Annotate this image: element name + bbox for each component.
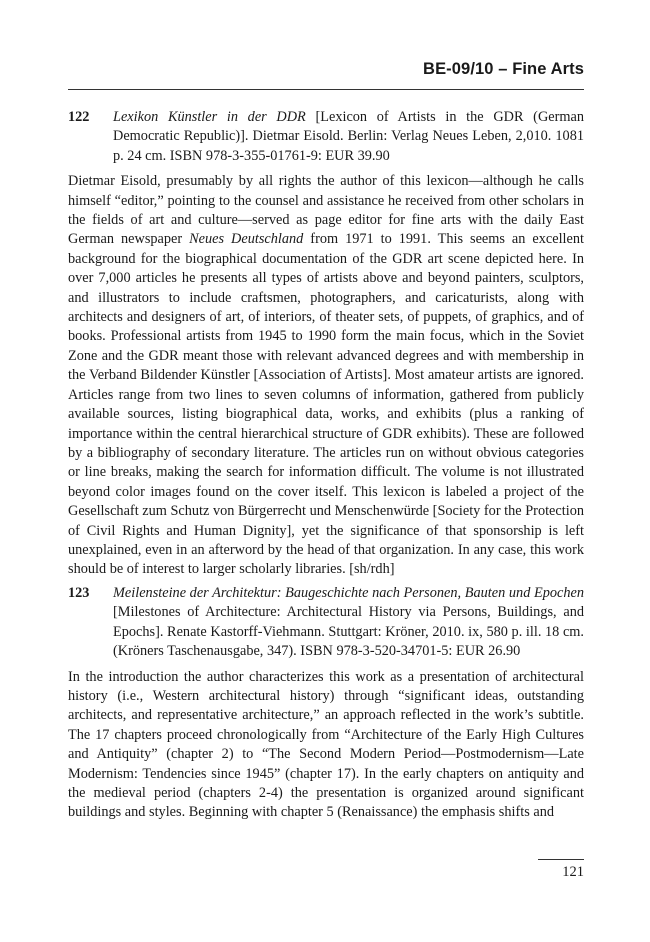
entry-citation <box>113 108 584 166</box>
entry-title: Meilensteine der Architektur: Baugeschichte nach Personen, Bauten und Epochen <box>113 585 584 601</box>
entry-title: Lexikon Künstler in der DDR <box>113 109 306 125</box>
entry-citation-text: [Lexicon of Artists in the GDR (German Democratic Republic)]. Dietmar Eisold. Berlin: Verlag Neues Leben, 2,010. 1081 p. 24 cm. ISBN 978-3-355-01761-9: EUR 39.90 <box>113 109 584 164</box>
entry-122 <box>68 108 584 580</box>
entry-number: 123 <box>68 585 90 601</box>
entry-citation-text: [Milestones of Architecture: Architectural History via Persons, Buildings, and Epochs]. Renate Kastorff-Viehmann. Stuttgart: Kröner, 2010. ix, 580 p. ill. 18 cm. (Kröners Taschenausgabe, 347). ISBN 978-3-520-34701-5: EUR 26.90 <box>113 604 584 660</box>
entry-number: 122 <box>68 109 90 125</box>
footer-rule <box>538 859 584 860</box>
running-header: BE-09/10 – Fine Arts <box>423 60 584 78</box>
entry-123 <box>68 584 584 823</box>
entry-review <box>68 172 584 580</box>
entry-citation <box>113 584 584 662</box>
review-text-2: from 1971 to 1991. This seems an excellent background for the biographical documentation of the GDR art scene depicted here. In over 7,000 articles he presents all types of artists above and beyond painters, sculptors, and illustrators to include craftsmen, photographers, and caricaturists, along with architects and designers of art, of interiors, of theater sets, of puppets, of graphics, and of books. Professional artists from 1945 to 1990 form the main focus, which in the Soviet Zone and the GDR meant those with relevant advanced degrees and with membership in the Verband Bildender Künstler [Association of Artists]. Most amateur artists are ignored. Articles range from two lines to seven columns of information, gathered from publicly available sources, listing biographical data, works, and exhibits (plus a ranking of importance within the central hierarchical structure of GDR exhibits). These are followed by a bibliography of secondary literature. The articles run on without obvious categories or line breaks, making the search for information difficult. The volume is not illustrated beyond color images found on the cover itself. This lexicon is labeled a project of the Gesellschaft zum Schutz von Bürgerrecht und Menschenwürde [Society for the Protection of Civil Rights and Human Dignity], yet the significance of that sponsorship is left unexplained, even in an afterword by the head of that organization. In any case, this work should be of interest to larger scholarly libraries. [sh/rdh] <box>68 231 584 578</box>
entry-review <box>68 668 584 823</box>
review-text-1: In the introduction the author characterizes this work as a presentation of architectural history (i.e., Western architectural history) through “significant ideas, outstanding architects, and representative architecture,” an approach reflected in the work’s subtitle. The 17 chapters proceed chronologically from “Architecture of the Early High Cultures and Antiquity” (chapter 2) to “The Second Modern Period—Postmodernism—Late Modernism: Tendencies since 1945” (chapter 17). In the early chapters on antiquity and the medieval period (chapters 2-4) the presentation is organized around significant buildings and styles. Beginning with chapter 5 (Renaissance) the emphasis shifts and <box>68 668 584 821</box>
entry-citation-block <box>68 108 584 166</box>
review-text-1: Dietmar Eisold, presumably by all rights the author of this lexicon—although he calls himself “editor,” pointing to the counsel and assistance he received from other scholars in the fields of art and culture—served as page editor for fine arts with the daily East German newspaper <box>68 173 584 248</box>
page-number: 121 <box>562 864 584 880</box>
review-italic: Neues Deutschland <box>189 231 304 248</box>
header-rule <box>68 89 584 90</box>
entry-citation-block <box>68 584 584 662</box>
page <box>68 0 584 942</box>
